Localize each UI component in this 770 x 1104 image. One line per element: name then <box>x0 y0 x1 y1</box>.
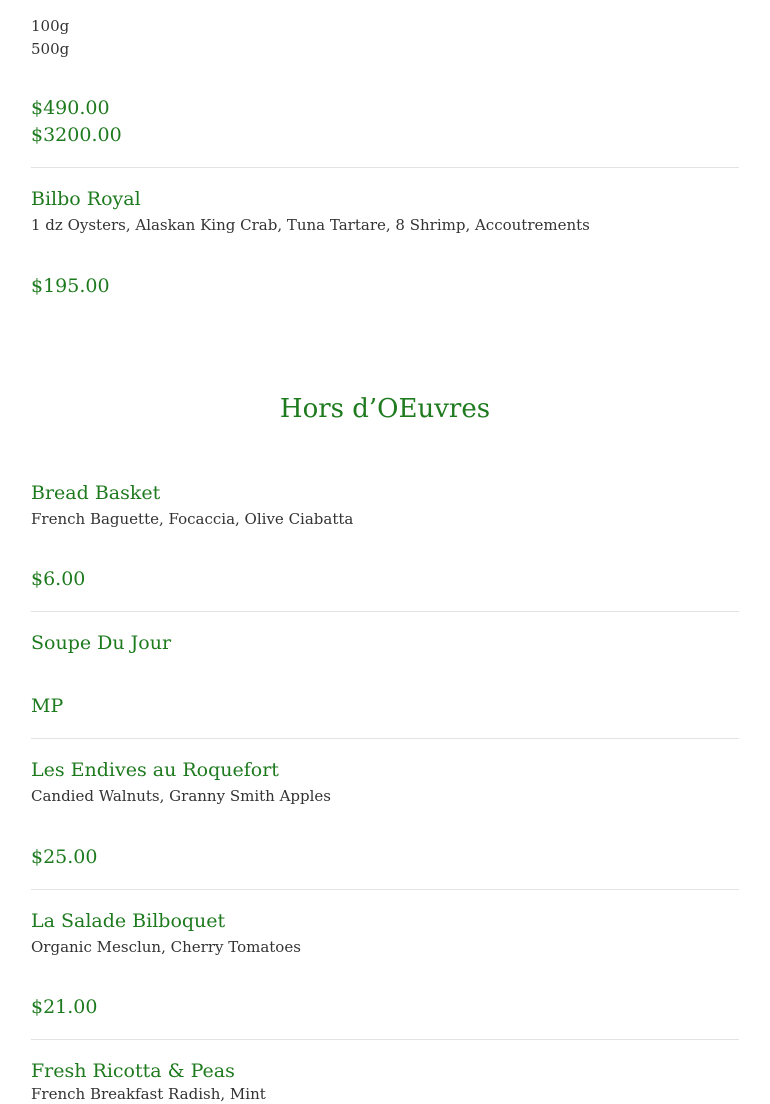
menu-divider <box>31 738 739 739</box>
menu-item-price: $6.00 <box>31 568 86 590</box>
menu-item-description: French Baguette, Focaccia, Olive Ciabatta <box>31 510 354 528</box>
menu-divider <box>31 1039 739 1040</box>
size-options <box>31 15 69 61</box>
menu-divider <box>31 611 739 612</box>
section-title: Hors d’OEuvres <box>279 394 491 424</box>
size-price: $490.00 <box>31 97 110 119</box>
menu-item-price: $25.00 <box>31 846 98 868</box>
menu-divider <box>31 889 739 890</box>
menu-item-price: $195.00 <box>31 275 110 297</box>
menu-item-description: Candied Walnuts, Granny Smith Apples <box>31 787 331 805</box>
size-option: 500g <box>31 40 70 58</box>
menu-item-name: Fresh Ricotta & Peas <box>31 1060 235 1082</box>
menu-item-name: Bread Basket <box>31 482 161 504</box>
size-prices <box>31 95 122 149</box>
menu-item-name: Bilbo Royal <box>31 188 141 210</box>
size-price: $3200.00 <box>31 124 122 146</box>
menu-item-price: $21.00 <box>31 996 98 1018</box>
menu-item-description: Organic Mesclun, Cherry Tomatoes <box>31 938 301 956</box>
menu-item-description: 1 dz Oysters, Alaskan King Crab, Tuna Tartare, 8 Shrimp, Accoutrements <box>31 216 590 234</box>
menu-divider <box>31 167 739 168</box>
size-option: 100g <box>31 17 70 35</box>
menu-item-name: Les Endives au Roquefort <box>31 759 279 781</box>
menu-item-name: Soupe Du Jour <box>31 632 172 654</box>
menu-item-name: La Salade Bilboquet <box>31 910 226 932</box>
menu-item-description: French Breakfast Radish, Mint <box>31 1085 266 1103</box>
menu-item-price: MP <box>31 695 64 717</box>
